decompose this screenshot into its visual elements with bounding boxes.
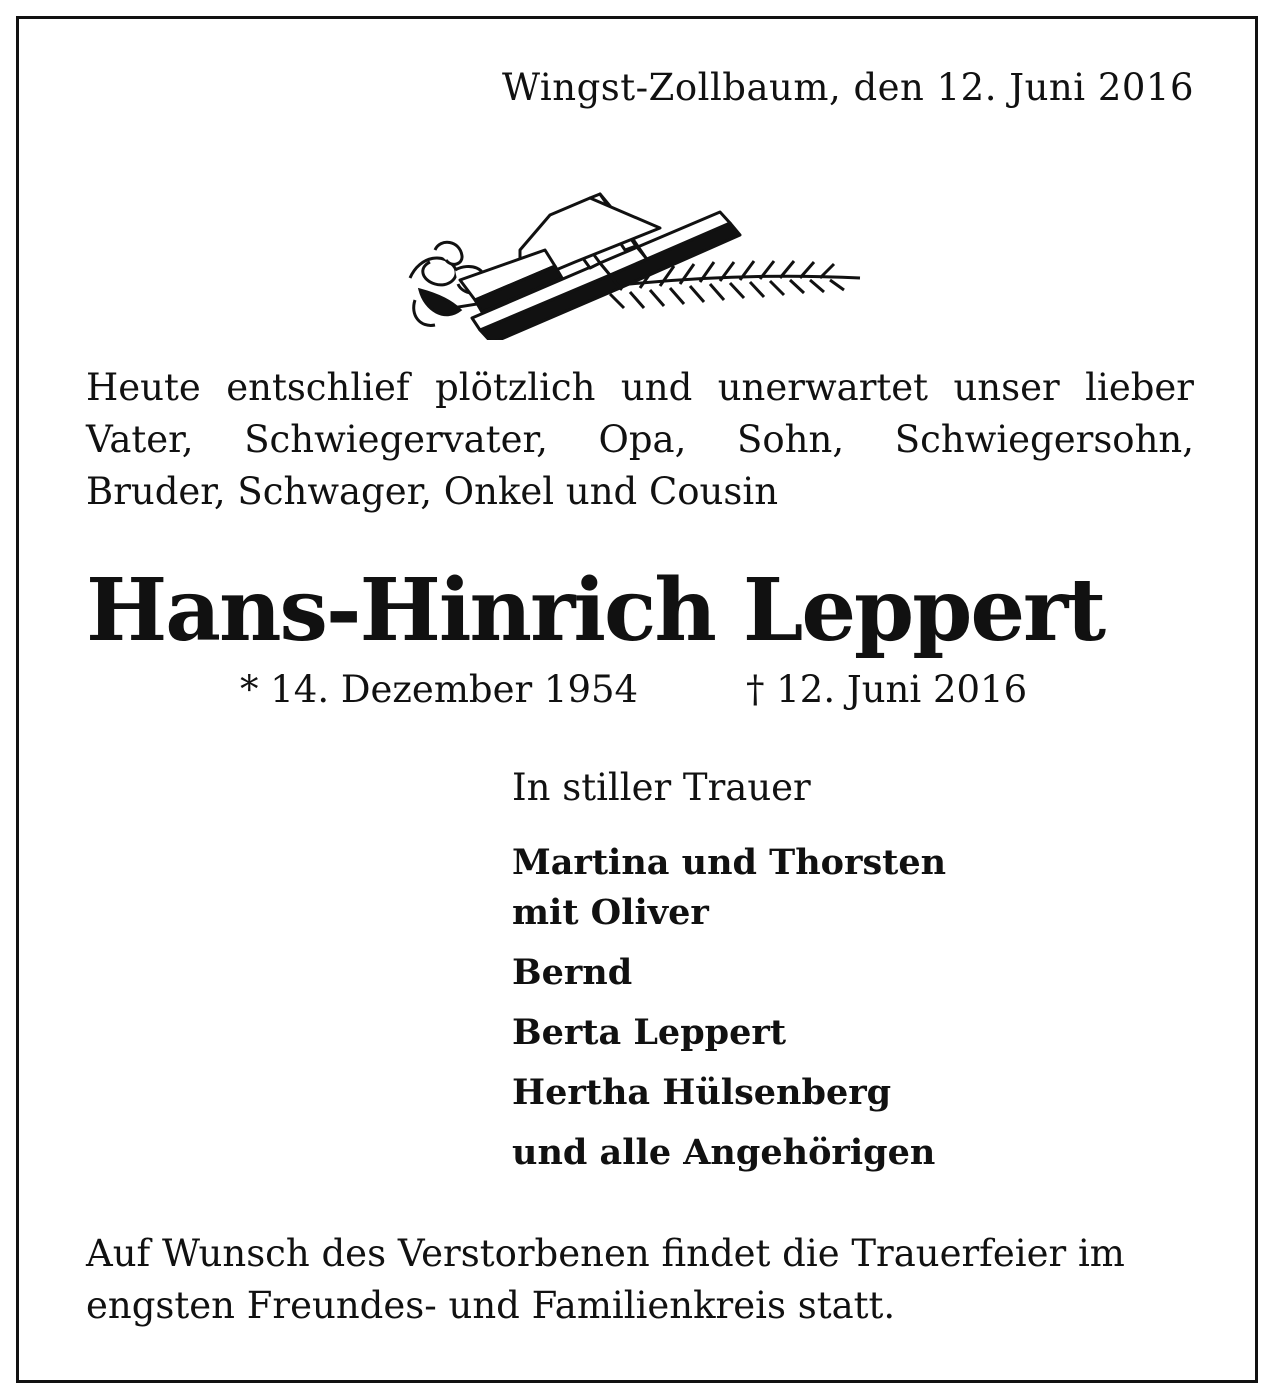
mourner-entry <box>512 1008 946 1058</box>
intro-text <box>86 362 1194 518</box>
mourning-label: In stiller Trauer <box>512 766 811 809</box>
mourner-entry <box>512 1128 946 1178</box>
mourner-line: Martina und Thorsten <box>512 842 947 883</box>
mourner-line: mit Oliver <box>512 892 709 933</box>
closing-line: engsten Freundes- und Familienkreis statt. <box>86 1284 896 1327</box>
mourner-line: Hertha Hülsenberg <box>512 1072 892 1113</box>
birth-date: * 14. Dezember 1954 <box>240 668 639 711</box>
closing-line: Auf Wunsch des Verstorbenen findet die Trauerfeier im <box>86 1232 1125 1275</box>
mourner-line: und alle Angehörigen <box>512 1132 936 1173</box>
intro-line: Heute entschlief plötzlich und unerwartet unser lieber <box>86 366 1194 409</box>
place-date: Wingst-Zollbaum, den 12. Juni 2016 <box>502 66 1194 109</box>
intro-line: Vater, Schwiegervater, Opa, Sohn, Schwiegersohn, <box>86 418 1194 461</box>
mourners-list <box>512 838 946 1188</box>
death-date: † 12. Juni 2016 <box>746 668 1028 711</box>
mourner-entry <box>512 1068 946 1118</box>
mourner-line: Bernd <box>512 952 633 993</box>
cross-with-palm-branch-icon <box>400 160 870 340</box>
deceased-name: Hans-Hinrich Leppert <box>86 560 1105 661</box>
mourner-entry <box>512 838 946 938</box>
mourner-entry <box>512 948 946 998</box>
mourner-line: Berta Leppert <box>512 1012 787 1053</box>
closing-text <box>86 1228 1194 1332</box>
intro-line: Bruder, Schwager, Onkel und Cousin <box>86 470 779 513</box>
